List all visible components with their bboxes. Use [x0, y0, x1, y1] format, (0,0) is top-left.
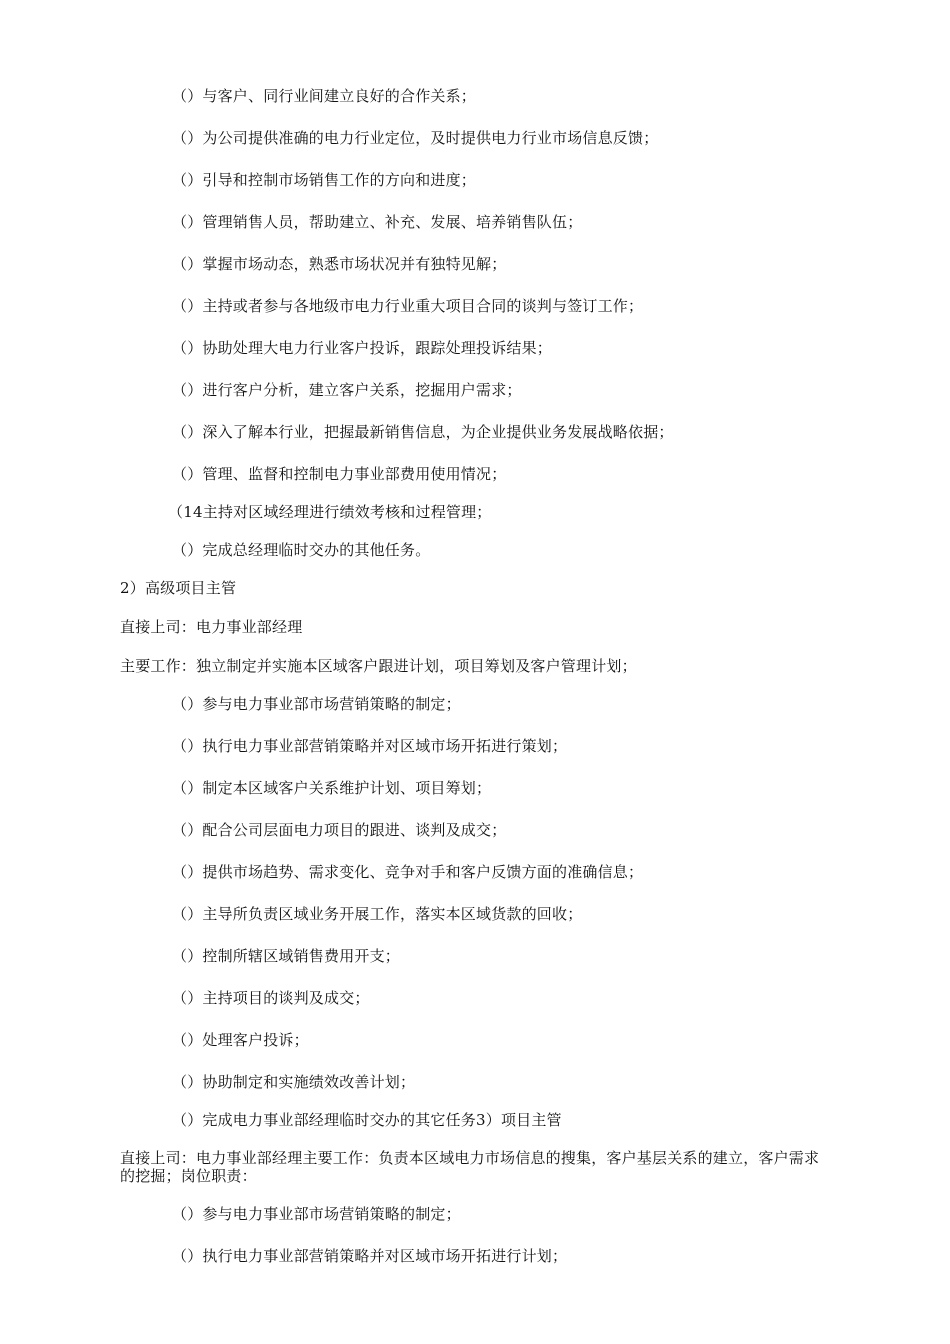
list-item: （）主持项目的谈判及成交；: [172, 989, 370, 1007]
list-item: （）控制所辖区域销售费用开支；: [172, 947, 401, 965]
list-item: （）引导和控制市场销售工作的方向和进度；: [172, 171, 477, 189]
list-item: （）参与电力事业部市场营销策略的制定；: [172, 695, 461, 713]
list-item: （）深入了解本行业，把握最新销售信息，为企业提供业务发展战略依据；: [172, 423, 674, 441]
list-item: （）协助处理大电力行业客户投诉，跟踪处理投诉结果；: [172, 339, 553, 357]
list-item: （）处理客户投诉；: [172, 1031, 309, 1049]
supervisor-line: 直接上司：电力事业部经理: [120, 618, 303, 636]
main-work-line: 主要工作：独立制定并实施本区域客户跟进计划，项目筹划及客户管理计划；: [120, 657, 637, 675]
list-item: （）参与电力事业部市场营销策略的制定；: [172, 1205, 461, 1223]
list-item: （）执行电力事业部营销策略并对区域市场开拓进行计划；: [172, 1247, 568, 1265]
list-item: （）协助制定和实施绩效改善计划；: [172, 1073, 416, 1091]
list-item: （）管理、监督和控制电力事业部费用使用情况；: [172, 465, 507, 483]
list-item: （）提供市场趋势、需求变化、竞争对手和客户反馈方面的准确信息；: [172, 863, 644, 881]
list-item: （）管理销售人员，帮助建立、补充、发展、培养销售队伍；: [172, 213, 583, 231]
list-item: （）进行客户分析，建立客户关系，挖掘用户需求；: [172, 381, 522, 399]
list-item: （）完成电力事业部经理临时交办的其它任务3）项目主管: [172, 1111, 562, 1129]
list-item: （）与客户、同行业间建立良好的合作关系；: [172, 87, 477, 105]
list-item: （14主持对区域经理进行绩效考核和过程管理；: [168, 503, 492, 521]
list-item: （）制定本区域客户关系维护计划、项目筹划；: [172, 779, 492, 797]
section3-paragraph: 直接上司：电力事业部经理主要工作：负责本区域电力市场信息的搜集，客户基层关系的建立，客户需求的挖掘；岗位职责：: [120, 1149, 820, 1185]
section-heading: 2）高级项目主管: [120, 579, 237, 597]
list-item: （）配合公司层面电力项目的跟进、谈判及成交；: [172, 821, 507, 839]
list-item: （）主导所负责区域业务开展工作，落实本区域货款的回收；: [172, 905, 583, 923]
list-item: （）主持或者参与各地级市电力行业重大项目合同的谈判与签订工作；: [172, 297, 644, 315]
list-item: （）为公司提供准确的电力行业定位，及时提供电力行业市场信息反馈；: [172, 129, 659, 147]
list-item: （）完成总经理临时交办的其他任务。: [172, 541, 431, 559]
list-item: （）掌握市场动态，熟悉市场状况并有独特见解；: [172, 255, 507, 273]
list-item: （）执行电力事业部营销策略并对区域市场开拓进行策划；: [172, 737, 568, 755]
